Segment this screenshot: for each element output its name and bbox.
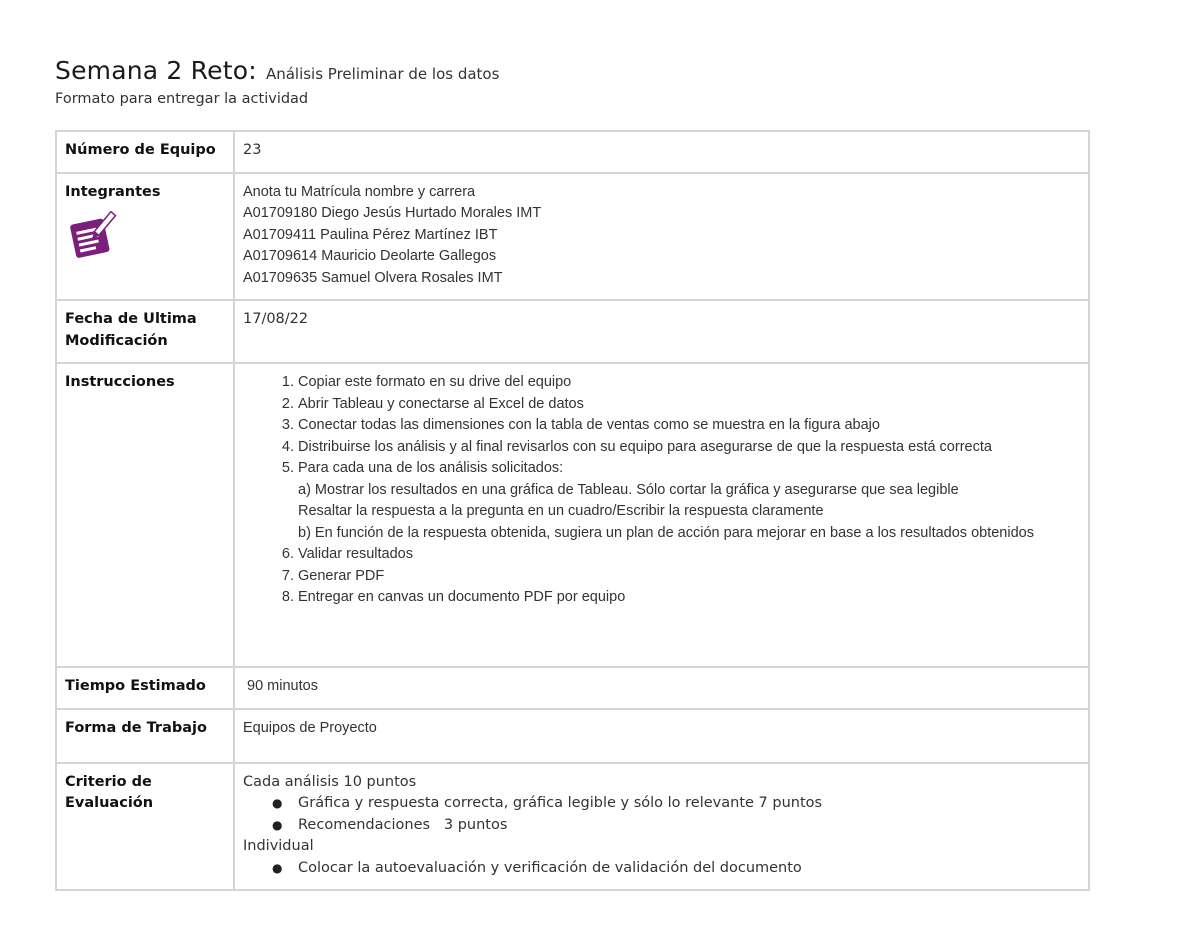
bullet-text: Colocar la autoevaluación y verificación de validación del documento bbox=[298, 859, 802, 876]
label-equipo: Número de Equipo bbox=[56, 131, 234, 173]
row-criterio bbox=[56, 763, 1089, 891]
page-title bbox=[55, 56, 499, 85]
step-item bbox=[298, 394, 1080, 416]
value-integrantes bbox=[234, 173, 1089, 301]
step-text: Entregar en canvas un documento PDF por equipo bbox=[298, 589, 626, 605]
step-text: Conectar todas las dimensiones con la tabla de ventas como se muestra en la figura abajo bbox=[298, 417, 880, 433]
value-forma: Equipos de Proyecto bbox=[234, 709, 1089, 763]
label-tiempo: Tiempo Estimado bbox=[56, 667, 234, 709]
label-instrucciones: Instrucciones bbox=[56, 363, 234, 667]
row-fecha bbox=[56, 300, 1089, 363]
title-block bbox=[55, 56, 499, 107]
integrantes-line: A01709614 Mauricio Deolarte Gallegos bbox=[243, 248, 497, 264]
row-tiempo bbox=[56, 667, 1089, 709]
bullet-text: Recomendaciones 3 puntos bbox=[298, 816, 508, 833]
step-text: Generar PDF bbox=[298, 567, 385, 584]
bullet-item bbox=[298, 793, 1080, 815]
label-forma: Forma de Trabajo bbox=[56, 709, 234, 763]
subtitle: Formato para entregar la actividad bbox=[55, 91, 309, 107]
value-tiempo: 90 minutos bbox=[234, 667, 1089, 709]
label-criterio-1: Criterio de bbox=[65, 773, 152, 790]
label-integrantes: Integrantes bbox=[65, 183, 161, 200]
value-criterio bbox=[234, 763, 1089, 891]
bullet-item bbox=[298, 815, 1080, 837]
integrantes-line: A01709635 Samuel Olvera Rosales IMT bbox=[243, 269, 503, 286]
label-criterio-cell bbox=[56, 763, 234, 891]
step-text: Abrir Tableau y conectarse al Excel de datos bbox=[298, 395, 584, 412]
label-fecha-1: Fecha de Ultima bbox=[65, 311, 197, 327]
criterio-intro: Cada análisis 10 puntos bbox=[243, 773, 417, 790]
row-integrantes bbox=[56, 173, 1089, 301]
integrantes-line: Anota tu Matrícula nombre y carrera bbox=[243, 183, 476, 200]
row-equipo bbox=[56, 131, 1089, 173]
criterio-bullets-2 bbox=[243, 858, 1080, 880]
step-item bbox=[298, 372, 1080, 394]
value-equipo: 23 bbox=[234, 131, 1089, 173]
instruction-steps bbox=[243, 372, 1080, 609]
step-text: Validar resultados bbox=[298, 546, 413, 562]
value-instrucciones bbox=[234, 363, 1089, 667]
label-criterio-2: Evaluación bbox=[65, 795, 154, 811]
label-integrantes-cell bbox=[56, 173, 234, 301]
notepad-pencil-icon bbox=[65, 211, 117, 261]
step-item bbox=[298, 544, 1080, 566]
label-fecha-cell bbox=[56, 300, 234, 363]
integrantes-line: A01709180 Diego Jesús Hurtado Morales IMT bbox=[243, 205, 542, 221]
value-fecha: 17/08/22 bbox=[234, 300, 1089, 363]
criterio-bullets-1 bbox=[243, 793, 1080, 836]
step-item bbox=[298, 566, 1080, 588]
step-item bbox=[298, 415, 1080, 437]
bullet-item bbox=[298, 858, 1080, 880]
step-text: Copiar este formato en su drive del equipo bbox=[298, 374, 572, 390]
criterio-individual: Individual bbox=[243, 838, 314, 854]
step-text: Distribuirse los análisis y al final revisarlos con su equipo para asegurarse de que la respuesta está correcta bbox=[298, 438, 992, 455]
step-sub-highlight: Resaltar la respuesta a la pregunta en un cuadro/Escribir la respuesta claramente bbox=[298, 503, 824, 519]
step-text: 5. Para cada una de los análisis solicitados: bbox=[298, 460, 564, 476]
step-item bbox=[298, 458, 1080, 544]
integrantes-line: A01709411 Paulina Pérez Martínez IBT bbox=[243, 226, 498, 243]
title-main: Semana 2 Reto: bbox=[55, 56, 257, 85]
step-item bbox=[298, 587, 1080, 609]
step-sub-a: a) Mostrar los resultados en una gráfica de Tableau. Sólo cortar la gráfica y asegurarse que sea legible bbox=[298, 481, 959, 498]
activity-form-table bbox=[55, 130, 1090, 891]
row-forma bbox=[56, 709, 1089, 763]
bullet-text: Gráfica y respuesta correcta, gráfica legible y sólo lo relevante 7 puntos bbox=[298, 795, 823, 811]
step-item bbox=[298, 437, 1080, 459]
step-sub-b: b) En función de la respuesta obtenida, sugiera un plan de acción para mejorar en base a los resultados obtenidos bbox=[298, 524, 1034, 541]
row-instrucciones bbox=[56, 363, 1089, 667]
title-subtitle-inline: Análisis Preliminar de los datos bbox=[265, 65, 500, 83]
label-fecha-2: Modificación bbox=[65, 332, 168, 349]
